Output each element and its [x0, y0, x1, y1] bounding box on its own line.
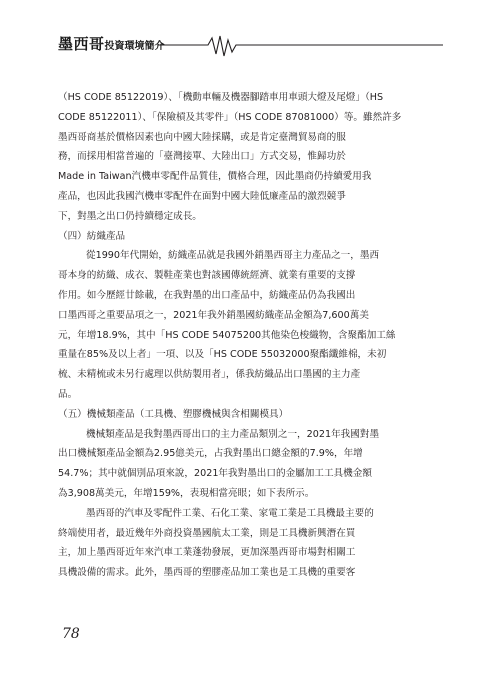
body-line: 墨西哥的汽車及零配件工業、石化工業、家電工業是工具機最主要的: [86, 507, 374, 519]
body-line: 梳、未精梳或未另行處理以供紡製用者」，係我紡織品出口墨國的主力產: [58, 369, 361, 381]
body-line: Made in Taiwan汽機車零配件品質佳，價格合理，因此墨商仍持續愛用我: [58, 171, 372, 183]
body-line: CODE 85122011）、「保險槓及其零件」（HS CODE 87081000）等。雖然許多: [58, 111, 402, 123]
page-number: 78: [62, 626, 80, 642]
body-line: 品。: [58, 388, 78, 400]
body-line: 具機設備的需求。此外，墨西哥的塑膠產品加工業也是工具機的重要客: [58, 567, 356, 579]
header-title: [58, 36, 165, 55]
header-title-main: 墨西哥: [58, 35, 105, 53]
header-title-sub: 投資環境簡介: [104, 41, 165, 52]
body-line: 出口機械類產品金額為2.95億美元，占我對墨出口總金額的7.9%，年增: [58, 448, 363, 460]
body-line: 主，加上墨西哥近年來汽車工業蓬勃發展，更加深墨西哥市場對相關工: [58, 547, 356, 559]
section-heading-machinery: （五）機械類產品（工具機、塑膠機械與含相關模具）: [58, 408, 289, 420]
body-line: （HS CODE 85122019）、「機動車輛及機器腳踏車用車頭大燈及尾燈」（HS: [58, 92, 384, 103]
body-line: 重量在85%及以上者」一項、以及「HS CODE 55032000聚酯纖維棉，未初: [58, 349, 387, 361]
body-line: 墨西哥商基於價格因素也向中國大陸採購，或是肯定臺灣貿易商的服: [58, 131, 346, 143]
body-line: 下，對墨之出口仍持續穩定成長。: [58, 210, 202, 222]
body-line: 為3,908萬美元，年增159%，表現相當亮眼；如下表所示。: [58, 487, 315, 499]
body-line: 機械類產品是我對墨西哥出口的主力產品類別之一，2021年我國對墨: [86, 428, 380, 440]
body-line: 54.7%；其中就個別品項來說，2021年我對墨出口的金屬加工工具機金額: [58, 468, 372, 480]
running-header: [58, 34, 443, 60]
body-line: 作用。如今歷經廿餘載，在我對墨的出口產品中，紡織產品仍為我國出: [58, 289, 356, 301]
body-line: 終端使用者，最近幾年外商投資墨國航太工業，則是工具機新興潛在買: [58, 527, 356, 539]
section-heading-textiles: （四）紡織產品: [58, 230, 126, 242]
body-line: 從1990年代開始，紡織產品就是我國外銷墨西哥主力產品之一，墨西: [86, 250, 380, 262]
body-line: 口墨西哥之重要品項之一，2021年我外銷墨國紡織產品金額為7,600萬美: [58, 309, 369, 321]
body-line: 產品，也因此我國汽機車零配件在面對中國大陸低廉產品的激烈競爭: [58, 190, 346, 202]
page-body: [58, 88, 416, 583]
body-line: 哥本身的紡織、成衣、製鞋產業也對該國傳統經濟、就業有重要的支撐: [58, 270, 356, 282]
body-line: 務，而採用相當普遍的「臺灣接單、大陸出口」方式交易，惟歸功於: [58, 151, 346, 163]
body-line: 元，年增18.9%，其中「HS CODE 54075200其他染色梭織物，含聚酯加工絲: [58, 329, 396, 341]
